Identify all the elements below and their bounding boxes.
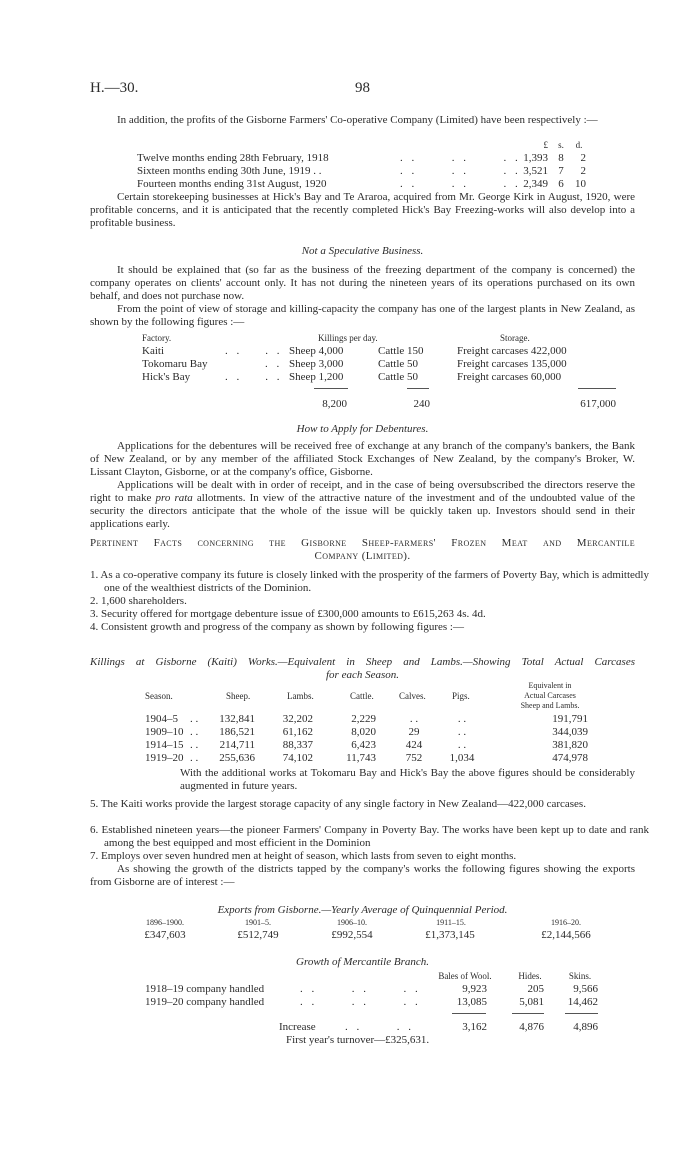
facts-heading-line-2: Company (Limited). (314, 550, 411, 562)
leader-dots: . . . . (225, 371, 283, 383)
fact-item: 5. The Kaiti works provide the largest storage capacity of any single factory in New Zealand—422,000 carcases. (90, 798, 586, 810)
apply-paragraph-2 (90, 479, 635, 531)
leader-dots: . . . . . . (300, 996, 421, 1008)
column-header: Lambs. (287, 691, 314, 701)
cattle-count: 8,020 (351, 726, 376, 738)
total-rule (314, 388, 348, 389)
season: 1909–10 (145, 726, 184, 738)
killings-note (180, 767, 635, 793)
leader-dots: . . (190, 713, 199, 725)
equiv-count: 344,039 (552, 726, 588, 738)
page-number: 98 (355, 80, 370, 96)
killings-cattle: Cattle 50 (378, 371, 419, 383)
wool-bales: 9,923 (462, 983, 487, 995)
column-header: Factory. (142, 333, 172, 343)
column-header: Killings per day. (318, 333, 378, 343)
storekeeping-paragraph: Certain storekeeping businesses at Hick's Bay and Te Araroa, acquired from Mr. George Kirk in August, 1920, were profitable concerns, and it is anticipated that the recently completed Hick's Bay Freezing-works will also develop into a profitable business. (90, 191, 635, 229)
leader-dots: . . (190, 752, 199, 764)
leader-dots: . . . . . . (400, 152, 521, 164)
pounds-header: £ (543, 140, 548, 150)
storage-capacity: Freight carcases 60,000 (457, 371, 562, 383)
profit-pence: 10 (575, 178, 586, 190)
export-period: 1906–10. (337, 918, 367, 927)
profit-pounds: 3,521 (523, 165, 548, 177)
equiv-count: 191,791 (552, 713, 588, 725)
sheep-count: 186,521 (219, 726, 255, 738)
sheep-count: 255,636 (219, 752, 255, 764)
skins-count: 9,566 (573, 983, 598, 995)
leader-dots: . . (265, 358, 283, 370)
export-value: £347,603 (144, 929, 186, 941)
column-header: Storage. (500, 333, 530, 343)
column-header: Bales of Wool. (438, 971, 492, 981)
killings-sheep: Sheep 1,200 (289, 371, 344, 383)
calves-count: 29 (408, 726, 420, 738)
pigs-count: . . (457, 739, 467, 751)
hides-count: 205 (527, 983, 544, 995)
equiv-header: Actual Carcases (524, 691, 576, 700)
document-code: H.—30. (90, 80, 139, 96)
equiv-count: 474,978 (552, 752, 588, 764)
leader-dots: . . (190, 726, 199, 738)
total-storage: 617,000 (580, 398, 616, 410)
hides-count: 5,081 (519, 996, 544, 1008)
leader-dots: . . . . . . (300, 983, 421, 995)
lambs-count: 32,202 (282, 713, 313, 725)
leader-dots: . . . . (345, 1021, 414, 1033)
leader-dots: . . (190, 739, 199, 751)
wool-increase: 3,162 (462, 1021, 487, 1033)
profit-shillings: 6 (558, 178, 564, 190)
cattle-count: 2,229 (351, 713, 376, 725)
calves-count: . . (409, 713, 419, 725)
pigs-count: . . (457, 713, 467, 725)
intro-paragraph: In addition, the profits of the Gisborne Farmers' Co-operative Company (Limited) have been respectively :— (117, 114, 598, 126)
profit-row-label: Twelve months ending 28th February, 1918 (137, 152, 329, 164)
increase-label: Increase (279, 1021, 316, 1033)
profit-pence: 2 (580, 165, 586, 177)
export-value: £1,373,145 (425, 929, 475, 941)
killings-sheep: Sheep 4,000 (289, 345, 344, 357)
killings-sheep: Sheep 3,000 (289, 358, 344, 370)
profit-pounds: 1,393 (523, 152, 548, 164)
skins-increase: 4,896 (573, 1021, 598, 1033)
apply-paragraph-1: Applications for the debentures will be received free of exchange at any branch of the company's bankers, the Bank of New Zealand, or by any member of the affiliated Stock Exchanges of New Zealand, by the company's Broker, W. Lissant Clayton, Gisborne, or at the company's office, Gisborne. (90, 440, 635, 478)
pigs-count: 1,034 (449, 752, 475, 764)
sheep-count: 132,841 (219, 713, 255, 725)
season: 1919–20 (145, 752, 184, 764)
profit-row-label: Sixteen months ending 30th June, 1919 . . (137, 165, 322, 177)
factory-name: Tokomaru Bay (142, 358, 208, 370)
export-period: 1901–5. (245, 918, 271, 927)
shillings-header: s. (558, 140, 564, 150)
fact-item: 2. 1,600 shareholders. (90, 595, 187, 607)
total-cattle: 240 (413, 398, 430, 410)
total-rule (578, 388, 616, 389)
leader-dots: . . . . . . (400, 165, 521, 177)
factory-name: Hick's Bay (142, 371, 191, 383)
total-rule (452, 1013, 486, 1014)
profit-shillings: 8 (558, 152, 564, 164)
storage-capacity: Freight carcases 135,000 (457, 358, 567, 370)
exports-title: Exports from Gisborne.—Yearly Average of Quinquennial Period. (217, 904, 508, 916)
pigs-count: . . (457, 726, 467, 738)
column-header: Calves. (399, 691, 426, 701)
export-value: £992,554 (331, 929, 373, 941)
profit-pounds: 2,349 (523, 178, 548, 190)
sheep-count: 214,711 (219, 739, 255, 751)
profit-pence: 2 (580, 152, 586, 164)
profit-shillings: 7 (558, 165, 564, 177)
leader-dots: . . . . (225, 345, 283, 357)
hides-increase: 4,876 (519, 1021, 544, 1033)
fact-item: 6. Established nineteen years—the pioneer Farmers' Company in Poverty Bay. The works have been kept up to date and rank among the best equipped and most efficient in the Dominion (90, 824, 649, 849)
equiv-header: Equivalent in (528, 681, 572, 690)
facts-heading: Pertinent Facts concerning the Gisborne Sheep-farmers' Frozen Meat and Mercantile (90, 537, 635, 549)
season: 1904–5 (145, 713, 178, 725)
pro-rata-text: pro rata (155, 492, 193, 504)
exports-intro: As showing the growth of the districts tapped by the company's works the following figures showing the exports from Gisborne are of interest :— (90, 863, 635, 888)
calves-count: 424 (405, 739, 423, 751)
speculative-paragraph-1: It should be explained that (so far as the business of the freezing department of the company is concerned) the company operates on clients' account only. It has not during the nineteen years of its operations purchased on its own behalf, and does not purchase now. (90, 264, 635, 302)
column-header: Pigs. (452, 691, 470, 701)
export-period: 1911–15. (436, 918, 466, 927)
calves-count: 752 (405, 752, 423, 764)
season: 1914–15 (145, 739, 184, 751)
lambs-count: 61,162 (282, 726, 313, 738)
pence-header: d. (575, 140, 583, 150)
column-header: Hides. (518, 971, 542, 981)
cattle-count: 6,423 (351, 739, 376, 751)
column-header: Skins. (568, 971, 592, 981)
factory-name: Kaiti (142, 345, 164, 357)
fact-item: 1. As a co-operative company its future is closely linked with the prosperity of the farmers of Poverty Bay, which is admittedly one of the wealthiest districts of the Dominion. (90, 569, 649, 594)
killings-cattle: Cattle 150 (378, 345, 424, 357)
column-header: Cattle. (350, 691, 374, 701)
total-rule (565, 1013, 598, 1014)
cattle-count: 11,743 (346, 752, 376, 764)
export-value: £512,749 (237, 929, 279, 941)
killings-title: Killings at Gisborne (Kaiti) Works.—Equivalent in Sheep and Lambs.—Showing Total Actual Carcases (90, 656, 635, 668)
column-header: Season. (145, 691, 173, 701)
first-year-turnover: First year's turnover—£325,631. (286, 1034, 430, 1046)
total-rule (512, 1013, 544, 1014)
equiv-header: Sheep and Lambs. (520, 701, 580, 710)
storage-capacity: Freight carcases 422,000 (457, 345, 567, 357)
profit-row-label: Fourteen months ending 31st August, 1920 (137, 178, 327, 190)
fact-item: 7. Employs over seven hundred men at height of season, which lasts from seven to eight months. (90, 850, 517, 862)
wool-bales: 13,085 (456, 996, 487, 1008)
mercantile-row-label: 1919–20 company handled (145, 996, 265, 1008)
apply-text: allotments. In view of the attractive nature of the investment and of the undoubted value of the security the directors anticipate that the whole of the issue will be quickly taken up. Investors should send in their applications early. (90, 492, 635, 530)
lambs-count: 88,337 (282, 739, 313, 751)
section-heading: Not a Speculative Business. (301, 245, 424, 257)
apply-text: Applications will be dealt with in order of receipt, and in the case of being oversubscribed the directors reserve the right to make (90, 479, 635, 504)
export-period: 1916–20. (551, 918, 581, 927)
export-period: 1896–1900. (146, 918, 184, 927)
mercantile-title: Growth of Mercantile Branch. (296, 956, 429, 968)
leader-dots: . . . . . . (400, 178, 521, 190)
equiv-count: 381,820 (552, 739, 588, 751)
lambs-count: 74,102 (282, 752, 313, 764)
total-rule (407, 388, 429, 389)
fact-item: 4. Consistent growth and progress of the company as shown by following figures :— (90, 621, 464, 633)
speculative-paragraph-2: From the point of view of storage and killing-capacity the company has one of the largest plants in New Zealand, as shown by the following figures :— (90, 303, 635, 328)
skins-count: 14,462 (567, 996, 598, 1008)
section-heading: How to Apply for Debentures. (296, 423, 429, 435)
total-sheep: 8,200 (322, 398, 347, 410)
killings-title-line-2: for each Season. (325, 669, 399, 681)
killings-cattle: Cattle 50 (378, 358, 419, 370)
killings-note-text: With the additional works at Tokomaru Bay and Hick's Bay the above figures should be considerably augmented in future years. (180, 767, 635, 792)
export-value: £2,144,566 (541, 929, 591, 941)
column-header: Sheep. (226, 691, 251, 701)
fact-item: 3. Security offered for mortgage debenture issue of £300,000 amounts to £615,263 4s. 4d. (90, 608, 486, 620)
mercantile-row-label: 1918–19 company handled (145, 983, 265, 995)
